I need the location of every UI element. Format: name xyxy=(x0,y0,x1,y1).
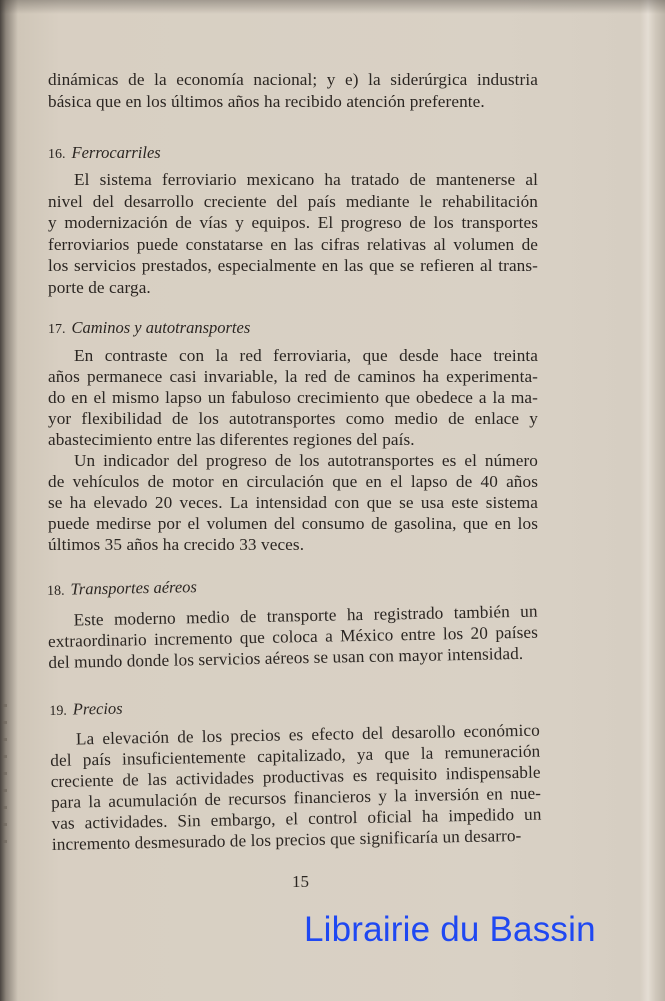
text-line: para la acumulación de recursos financieros y la inversión en nue- xyxy=(50,783,542,812)
text-line: puede medirse por el volumen del consumo de gasolina, que en los xyxy=(48,514,538,533)
section-number: 18. xyxy=(46,583,65,600)
watermark: Librairie du Bassin xyxy=(304,910,596,949)
section-number: 19. xyxy=(49,703,68,719)
text-line: porte de carga. xyxy=(48,277,151,297)
text-line: últimos 35 años ha crecido 33 veces. xyxy=(48,535,305,554)
text-line: ferroviarios puede constatarse en las cifras relativas al volumen de xyxy=(48,234,538,254)
section-heading xyxy=(49,699,123,722)
section-number: 17. xyxy=(48,322,66,337)
text-line: extraordinario incremento que coloca a México entre los 20 países xyxy=(47,622,539,651)
text-line: abastecimiento entre las diferentes regiones del país. xyxy=(48,430,415,449)
section-title: Caminos y autotransportes xyxy=(71,318,251,337)
page-number: 15 xyxy=(292,872,309,891)
text-line: En contraste con la red ferroviaria, que desde hace treinta xyxy=(74,346,538,365)
text-line: del mundo donde los servicios aéreos se usan con mayor intensidad. xyxy=(48,643,524,672)
text-line: do en el mismo lapso un fabuloso crecimiento que obedece a la ma- xyxy=(48,388,538,407)
text-line: Este moderno medio de transporte ha registrado también un xyxy=(73,601,538,630)
text-line: nivel del desarrollo creciente del país mediante le rehabilitación xyxy=(48,191,538,211)
text-line: años permanece casi invariable, la red de caminos ha experimenta- xyxy=(48,367,538,386)
text-line: Un indicador del progreso de los autotransportes es el número xyxy=(74,451,538,470)
text-line: se ha elevado 20 veces. La intensidad con que se usa este sistema xyxy=(48,493,538,512)
text-line: dinámicas de la economía nacional; y e) la siderúrgica industria xyxy=(48,70,538,89)
text-line: creciente de las actividades productivas es requisito indispensable xyxy=(50,762,541,791)
section-heading xyxy=(47,577,197,602)
text-line: y modernización de vías y equipos. El progreso de los transportes xyxy=(48,213,538,232)
section-number: 16. xyxy=(48,147,66,162)
text-line: La elevación de los precios es efecto del desarollo económico xyxy=(75,720,541,749)
text-line: El sistema ferroviario mexicano ha tratado de mantenerse al xyxy=(74,170,538,189)
section-title: Ferrocarriles xyxy=(71,143,161,162)
text-line: yor flexibilidad de los autotransportes como medio de enlace y xyxy=(48,409,538,428)
text-line: de vehículos de motor en circulación que en el lapso de 40 años xyxy=(48,472,538,491)
text-line: los servicios prestados, especialmente en las que se refieren al trans- xyxy=(48,256,538,275)
section-title: Transportes aéreos xyxy=(70,577,198,599)
text-line: del país insuficientemente capitalizado, ya que la remuneración xyxy=(50,741,541,770)
section-title: Precios xyxy=(72,698,123,719)
text-line: básica que en los últimos años ha recibido atención preferente. xyxy=(48,92,485,111)
text-line: incremento desmesurado de los precios que significaría un desarro- xyxy=(51,825,522,854)
text-line: vas actividades. Sin embargo, el control oficial ha impedido un xyxy=(51,804,542,833)
